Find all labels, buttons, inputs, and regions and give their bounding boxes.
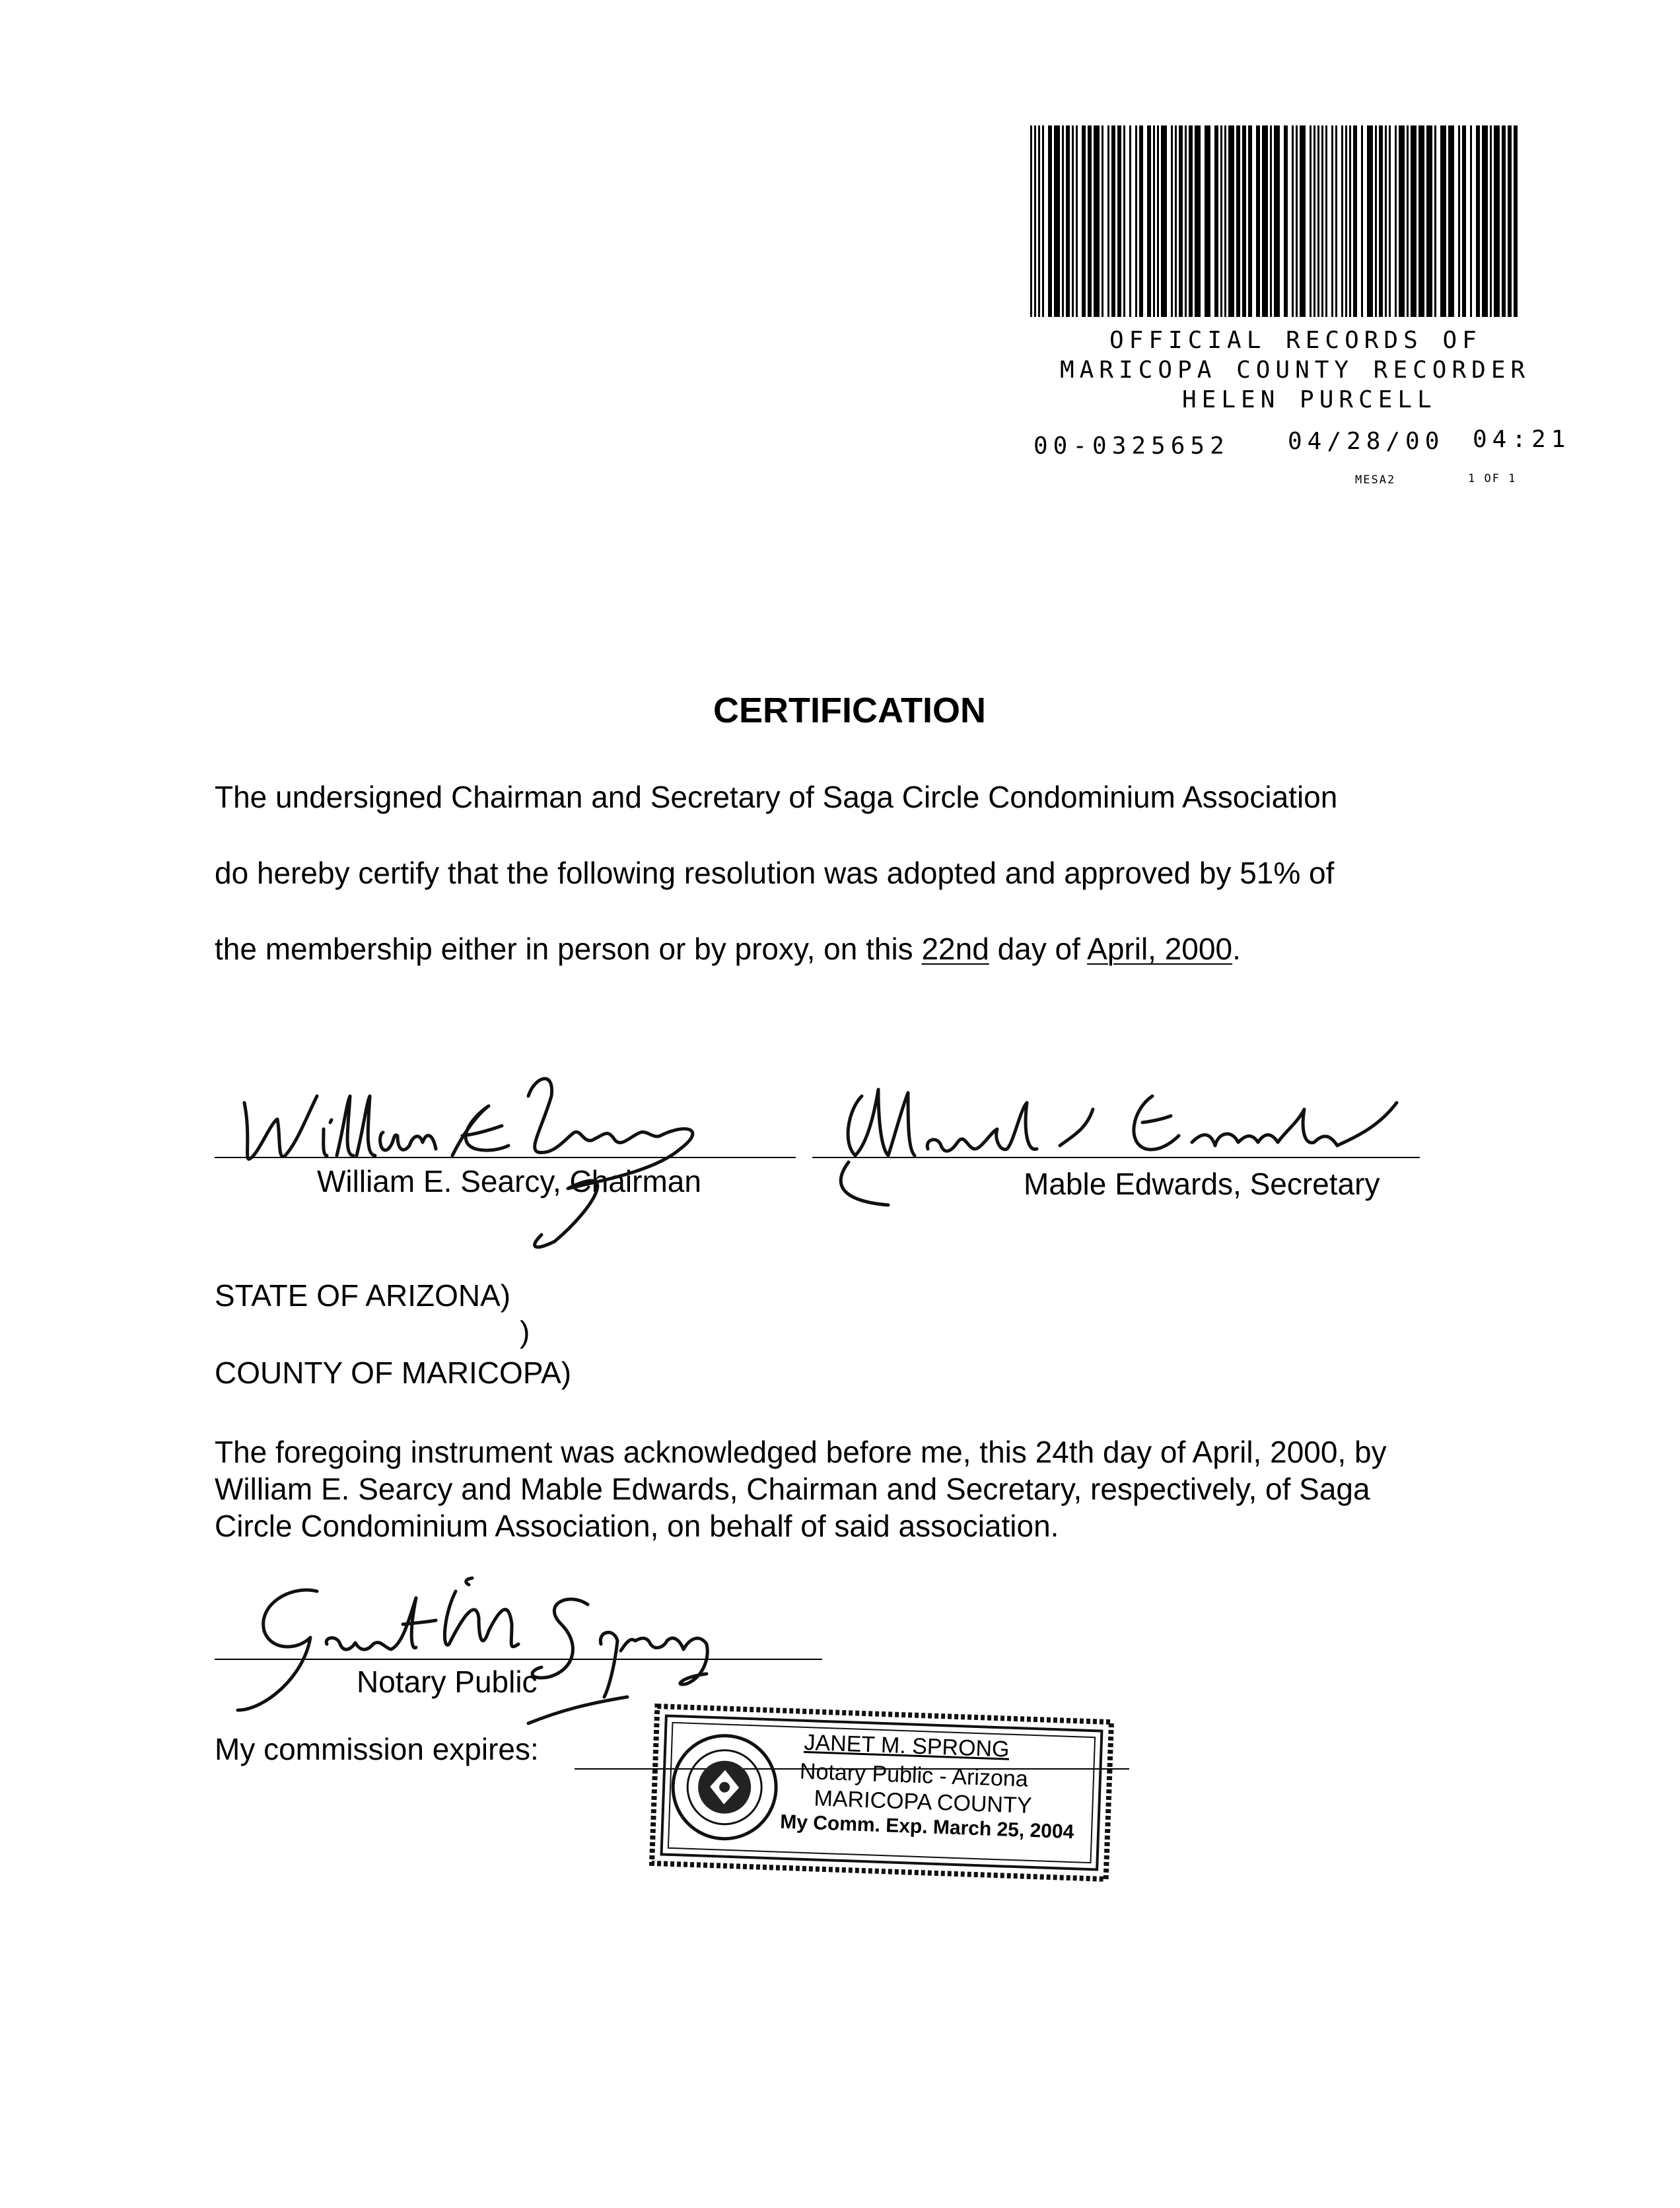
resolution-line-3: [215, 931, 1241, 967]
barcode-bar: [1494, 125, 1500, 317]
barcode-bar: [1476, 125, 1480, 317]
barcode-bar: [1331, 125, 1333, 317]
barcode-bar: [1129, 125, 1131, 317]
barcode-bar: [1102, 125, 1103, 317]
chairman-caption: William E. Searcy, Chairman: [317, 1164, 701, 1198]
notary-signature: [218, 1578, 746, 1717]
barcode-bar: [1325, 125, 1327, 317]
barcode-bar: [1353, 125, 1357, 317]
barcode-bar: [1076, 125, 1078, 317]
recorder-date: 04/28/00: [1288, 428, 1445, 455]
resolution-line-3-start: the membership either in person or by proxy, on this: [215, 932, 922, 966]
barcode-bar: [1139, 125, 1143, 317]
recorder-time: 04:21: [1473, 426, 1571, 453]
secretary-caption: Mable Edwards, Secretary: [1024, 1167, 1380, 1201]
barcode-bar: [1385, 125, 1387, 317]
barcode-bar: [1157, 125, 1159, 317]
resolution-line-3-end: .: [1232, 932, 1241, 966]
barcode-bar: [1399, 125, 1405, 317]
barcode-bar: [1248, 125, 1252, 317]
barcode-bar: [1171, 125, 1173, 317]
barcode-bar: [1066, 125, 1070, 317]
notary-stamp: [648, 1702, 1115, 1883]
barcode-bar: [1411, 125, 1417, 317]
barcode-bar: [1448, 125, 1454, 317]
barcode-bar: [1054, 125, 1060, 317]
recorder-doc-number: 00-0325652: [1033, 432, 1230, 460]
barcode-bar: [1502, 125, 1506, 317]
barcode-bar: [1048, 125, 1052, 317]
barcode-bar: [1407, 125, 1409, 317]
barcode-bar: [1242, 125, 1246, 317]
commission-label: My commission expires:: [215, 1732, 539, 1766]
barcode-bar: [1214, 125, 1218, 317]
secretary-signature: [809, 1070, 1423, 1215]
barcode-bar: [1292, 125, 1294, 317]
acknowledgment-line-3: Circle Condominium Association, on behalf of said association.: [215, 1509, 1059, 1543]
stamp-title: Notary Public - Arizona: [799, 1758, 1029, 1792]
barcode-bar: [1195, 125, 1201, 317]
resolution-line-2: do hereby certify that the following resolution was adopted and approved by 51% of: [215, 856, 1335, 890]
chairman-signature: [225, 1056, 726, 1255]
barcode-bar: [1117, 125, 1121, 317]
document-title: CERTIFICATION: [713, 691, 986, 730]
venue-state: STATE OF ARIZONA): [215, 1278, 511, 1313]
acknowledgment-line-2: William E. Searcy and Mable Edwards, Chairman and Secretary, respectively, of Saga: [215, 1472, 1370, 1506]
barcode-bar: [1508, 125, 1512, 317]
barcode-bar: [1189, 125, 1193, 317]
barcode-bar: [1088, 125, 1092, 317]
barcode-bar: [1175, 125, 1177, 317]
recorder-line-1: OFFICIAL RECORDS OF: [1109, 327, 1482, 354]
barcode-bar: [1147, 125, 1151, 317]
barcode-bar: [1034, 125, 1036, 317]
barcode-bar: [1205, 125, 1210, 317]
barcode-bar: [1296, 125, 1298, 317]
recorder-line-2: MARICOPA COUNTY RECORDER: [1060, 357, 1531, 384]
barcode-bar: [1220, 125, 1222, 317]
barcode-bar: [1256, 125, 1260, 317]
barcode-bar: [1236, 125, 1240, 317]
barcode-bar: [1321, 125, 1323, 317]
barcode-bar: [1434, 125, 1436, 317]
resolution-line-3-mid: day of: [989, 932, 1088, 966]
barcode-bar: [1313, 125, 1315, 317]
barcode-bar: [1274, 125, 1280, 317]
stamp-county: MARICOPA COUNTY: [813, 1785, 1033, 1818]
barcode-bar: [1123, 125, 1125, 317]
barcode-bar: [1228, 125, 1234, 317]
barcode-bar: [1111, 125, 1115, 317]
barcode-bar: [1440, 125, 1446, 317]
barcode-bar: [1375, 125, 1377, 317]
acknowledgment-line-1: The foregoing instrument was acknowledged before me, this 24th day of April, 2000, by: [215, 1435, 1387, 1469]
barcode-bar: [1185, 125, 1187, 317]
barcode-bar: [1094, 125, 1100, 317]
barcode-bar: [1490, 125, 1492, 317]
barcode-bar: [1367, 125, 1373, 317]
barcode-bar: [1153, 125, 1155, 317]
resolution-line-1: The undersigned Chairman and Secretary of Saga Circle Condominium Association: [215, 780, 1338, 814]
barcode-bar: [1470, 125, 1472, 317]
stamp-name: JANET M. SPRONG: [803, 1729, 1010, 1762]
venue-paren: ): [520, 1315, 530, 1349]
barcode-bar: [1341, 125, 1343, 317]
barcode-bar: [1426, 125, 1432, 317]
recorder-station: MESA2: [1355, 473, 1396, 487]
resolution-day: 22nd: [921, 932, 989, 966]
barcode-bar: [1361, 125, 1363, 317]
venue-county: COUNTY OF MARICOPA): [215, 1356, 572, 1390]
recorder-line-3: HELEN PURCELL: [1182, 386, 1437, 413]
barcode-bar: [1179, 125, 1183, 317]
barcode-bar: [1262, 125, 1268, 317]
arizona-seal-icon: [671, 1734, 777, 1840]
recorder-page: 1 OF 1: [1468, 472, 1517, 485]
barcode-bar: [1284, 125, 1288, 317]
barcode-bar: [1395, 125, 1397, 317]
barcode-bar: [1389, 125, 1391, 317]
barcode-bar: [1345, 125, 1347, 317]
barcode-bar: [1270, 125, 1272, 317]
barcode-bar: [1161, 125, 1167, 317]
barcode-bar: [1335, 125, 1337, 317]
barcode-bar: [1300, 125, 1306, 317]
barcode-bar: [1072, 125, 1074, 317]
barcode-bar: [1379, 125, 1383, 317]
recorder-barcode: [1030, 125, 1519, 317]
barcode-bar: [1310, 125, 1312, 317]
resolution-month-year: April, 2000: [1087, 932, 1233, 966]
barcode-bar: [1514, 125, 1518, 317]
barcode-bar: [1135, 125, 1137, 317]
barcode-bar: [1458, 125, 1460, 317]
barcode-bar: [1317, 125, 1319, 317]
barcode-bar: [1349, 125, 1351, 317]
barcode-bar: [1224, 125, 1226, 317]
stamp-expires: My Comm. Exp. March 25, 2004: [779, 1811, 1074, 1844]
notary-caption: Notary Public: [357, 1665, 538, 1699]
barcode-bar: [1030, 125, 1032, 317]
barcode-bar: [1042, 125, 1044, 317]
barcode-bar: [1062, 125, 1064, 317]
barcode-bar: [1107, 125, 1109, 317]
barcode-bar: [1082, 125, 1086, 317]
barcode-bar: [1482, 125, 1488, 317]
barcode-bar: [1418, 125, 1424, 317]
barcode-bar: [1038, 125, 1040, 317]
barcode-bar: [1462, 125, 1466, 317]
